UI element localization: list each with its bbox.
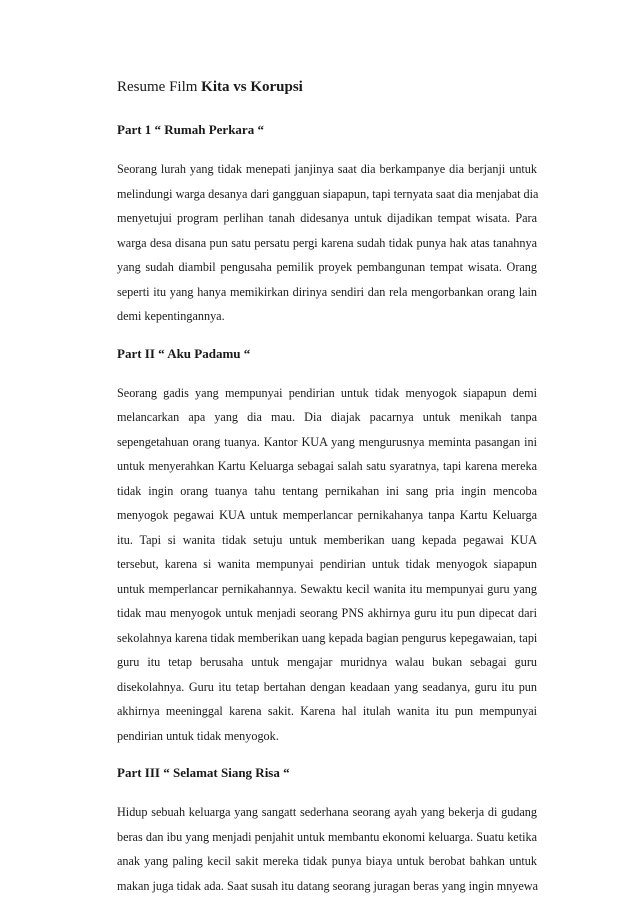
section-paragraph-part-1 bbox=[117, 157, 537, 329]
paragraph-line: itu. Tapi si wanita tidak setuju untuk memberikan uang kepada pegawai KUA bbox=[117, 532, 537, 547]
paragraph-line: melancarkan apa yang dia mau. Dia diajak pacarnya untuk menikah tanpa bbox=[117, 410, 537, 424]
paragraph-line: Seorang gadis yang mempunyai pendirian untuk tidak menyogok siapapun demi bbox=[117, 385, 537, 400]
paragraph-line: akhirnya meeninggal karena sakit. Karena hal itulah wanita itu pun mempunyai bbox=[117, 704, 537, 718]
paragraph-line: demi kepentingannya. bbox=[117, 309, 225, 323]
section-heading-part-2: Part II “ Aku Padamu “ bbox=[117, 345, 251, 361]
paragraph-line: Seorang lurah yang tidak menepati janjinya saat dia berkampanye dia berjanji untuk bbox=[117, 162, 537, 176]
paragraph-line: warga desa disana pun satu persatu pergi karena sudah tidak punya hak atas tanahnya bbox=[117, 235, 537, 250]
paragraph-line: beras dan ibu yang menjadi penjahit untuk membantu ekonomi keluarga. Suatu ketika bbox=[117, 829, 537, 844]
paragraph-line: guru itu tetap berusaha untuk mengajar muridnya walau bukan sebagai guru bbox=[117, 655, 537, 669]
paragraph-line: disekolahnya. Guru itu tetap bertahan dengan keadaan yang seadanya, guru itu pun bbox=[117, 679, 537, 694]
title-prefix: Resume Film bbox=[117, 79, 202, 95]
paragraph-line: makan juga tidak ada. Saat susah itu datang seorang juragan beras yang ingin mnyewa bbox=[117, 878, 539, 893]
document-title bbox=[117, 76, 537, 98]
paragraph-line: tersebut, karena si wanita mempunyai pendirian untuk tidak menyogok siapapun bbox=[117, 557, 537, 571]
paragraph-line: sekolahnya karena tidak memberikan uang kepada bagian pengurus kepegawaian, tapi bbox=[117, 630, 538, 645]
paragraph-line: seperti itu yang hanya memikirkan dirinya sendiri dan rela mengorbankan orang lain bbox=[117, 284, 537, 299]
paragraph-line: Hidup sebuah keluarga yang sangatt sederhana seorang ayah yang bekerja di gudang bbox=[117, 805, 537, 819]
section-heading-part-1: Part 1 “ Rumah Perkara “ bbox=[117, 122, 264, 137]
paragraph-line: tidak ingin orang tuanya tahu tentang pernikahan ini sang pria ingin mencoba bbox=[117, 483, 537, 498]
paragraph-line: menyetujui program perlihan tanah didesanya untuk dijadikan tempat wisata. Para bbox=[117, 211, 537, 225]
paragraph-line: melindungi warga desanya dari gangguan siapapun, tapi ternyata saat dia menjabat dia bbox=[117, 186, 539, 201]
paragraph-line: pendirian untuk tidak menyogok. bbox=[117, 728, 279, 743]
section-heading-part-3: Part III “ Selamat Siang Risa “ bbox=[117, 765, 290, 780]
paragraph-line: untuk memperlancar pernikahannya. Sewaktu kecil wanita itu mempunyai guru yang bbox=[117, 581, 537, 596]
paragraph-line: tidak mau menyogok untuk menjadi seorang PNS akhirnya guru itu pun dipecat dari bbox=[117, 606, 537, 620]
document-body bbox=[117, 76, 537, 913]
section-paragraph-part-3 bbox=[117, 800, 537, 898]
title-film-name: Kita vs Korupsi bbox=[201, 79, 303, 95]
paragraph-line: yang sudah diambil pengusaha pemilik proyek pembangunan tempat wisata. Orang bbox=[117, 260, 537, 274]
paragraph-line: menyogok pegawai KUA untuk memperlancar pernikahanya tanpa Kartu Keluarga bbox=[117, 508, 537, 522]
paragraph-line: untuk menyerahkan Kartu Keluarga sebagai salah satu syaratnya, tapi karena mereka bbox=[117, 459, 537, 473]
paragraph-line: sepengetahuan orang tuanya. Kantor KUA yang mengurusnya meminta pasangan ini bbox=[117, 434, 537, 449]
paragraph-line: anak yang paling kecil sakit mereka tidak punya biaya untuk berobat bahkan untuk bbox=[117, 854, 537, 868]
section-paragraph-part-2 bbox=[117, 381, 537, 749]
